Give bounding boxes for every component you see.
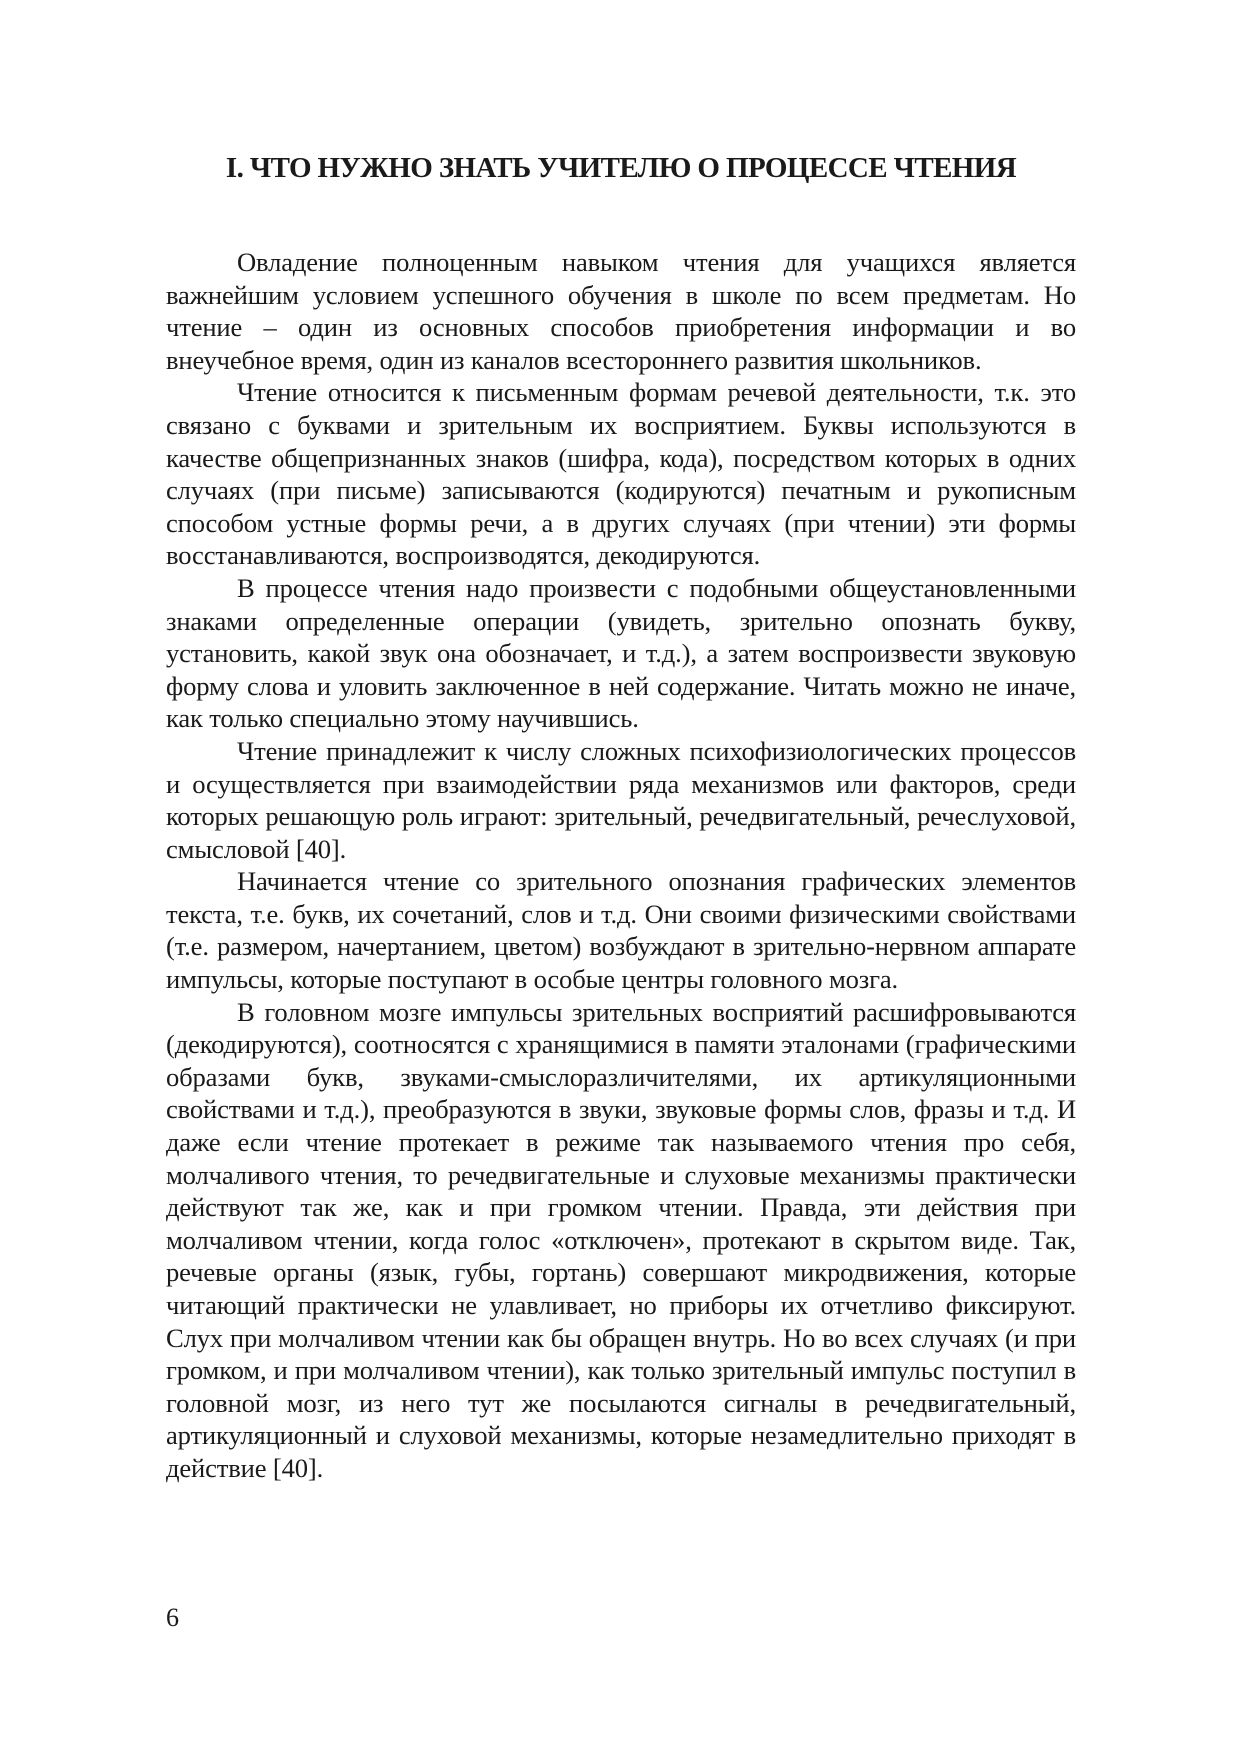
paragraph: В процессе чтения надо произвести с подобными общеустановленными знаками определенные операции (увидеть, зрительно опознать букву, установить, какой звук она обозначает, и т.д.), а затем воспроизвести звуковую форму слова и уловить заключенное в ней содержание. Читать можно не иначе, как только специально этому научившись. [166,572,1076,734]
paragraph: Овладение полноценным навыком чтения для учащихся является важнейшим условием успешного обучения в школе по всем предметам. Но чтение – один из основных способов приобретения информации и во внеучебное время, один из каналов всестороннего развития школьников. [166,247,1076,375]
paragraph: В головном мозге импульсы зрительных восприятий расшифровываются (декодируются), соотносятся с хранящимися в памяти эталонами (графическими образами букв, звуками-смыслоразличителями, их артикуляционными свойствами и т.д.), преобразуются в звуки, звуковые формы слов, фразы и т.д. И даже если чтение протекает в режиме так называемого чтения про себя, молчаливого чтения, то речедвигательные и слуховые механизмы практически действуют так же, как и при громком чтении. Правда, эти действия при молчаливом чтении, когда голос «отключен», протекают в скрытом виде. Так, речевые органы (язык, губы, гортань) совершают микродвижения, которые читающий практически не улавливает, но приборы их отчетливо фиксируют. Слух при молчаливом чтении как бы обращен внутрь. Но во всех случаях (и при громком, и при молчаливом чтении), как только зрительный импульс поступил в головной мозг, из него тут же посылаются сигналы в речедвигательный, артикуляционный и слуховой механизмы, которые незамедлительно приходят в действие [40]. [166,996,1076,1483]
body-text [166,246,1076,1485]
chapter-title: I. ЧТО НУЖНО ЗНАТЬ УЧИТЕЛЮ О ПРОЦЕССЕ ЧТЕНИЯ [225,152,1017,184]
paragraph: Начинается чтение со зрительного опознания графических элементов текста, т.е. букв, их сочетаний, слов и т.д. Они своими физическими свойствами (т.е. размером, начертанием, цветом) возбуждают в зрительно-нервном аппарате импульсы, которые поступают в особые центры головного мозга. [166,866,1076,995]
paragraph: Чтение относится к письменным формам речевой деятельности, т.к. это связано с буквами и зрительным их восприятием. Буквы используются в качестве общепризнанных знаков (шифра, кода), посредством которых в одних случаях (при письме) записываются (кодируются) печатным и рукописным способом устные формы речи, а в других случаях (при чтении) эти формы восстанавливаются, воспроизводятся, декодируются. [166,377,1076,571]
page-number: 6 [166,1603,179,1632]
paragraph: Чтение принадлежит к числу сложных психофизиологических процессов и осуществляется при взаимодействии ряда механизмов или факторов, среди которых решающую роль играют: зрительный, речедвигательный, речеслуховой, смысловой [40]. [166,735,1076,864]
